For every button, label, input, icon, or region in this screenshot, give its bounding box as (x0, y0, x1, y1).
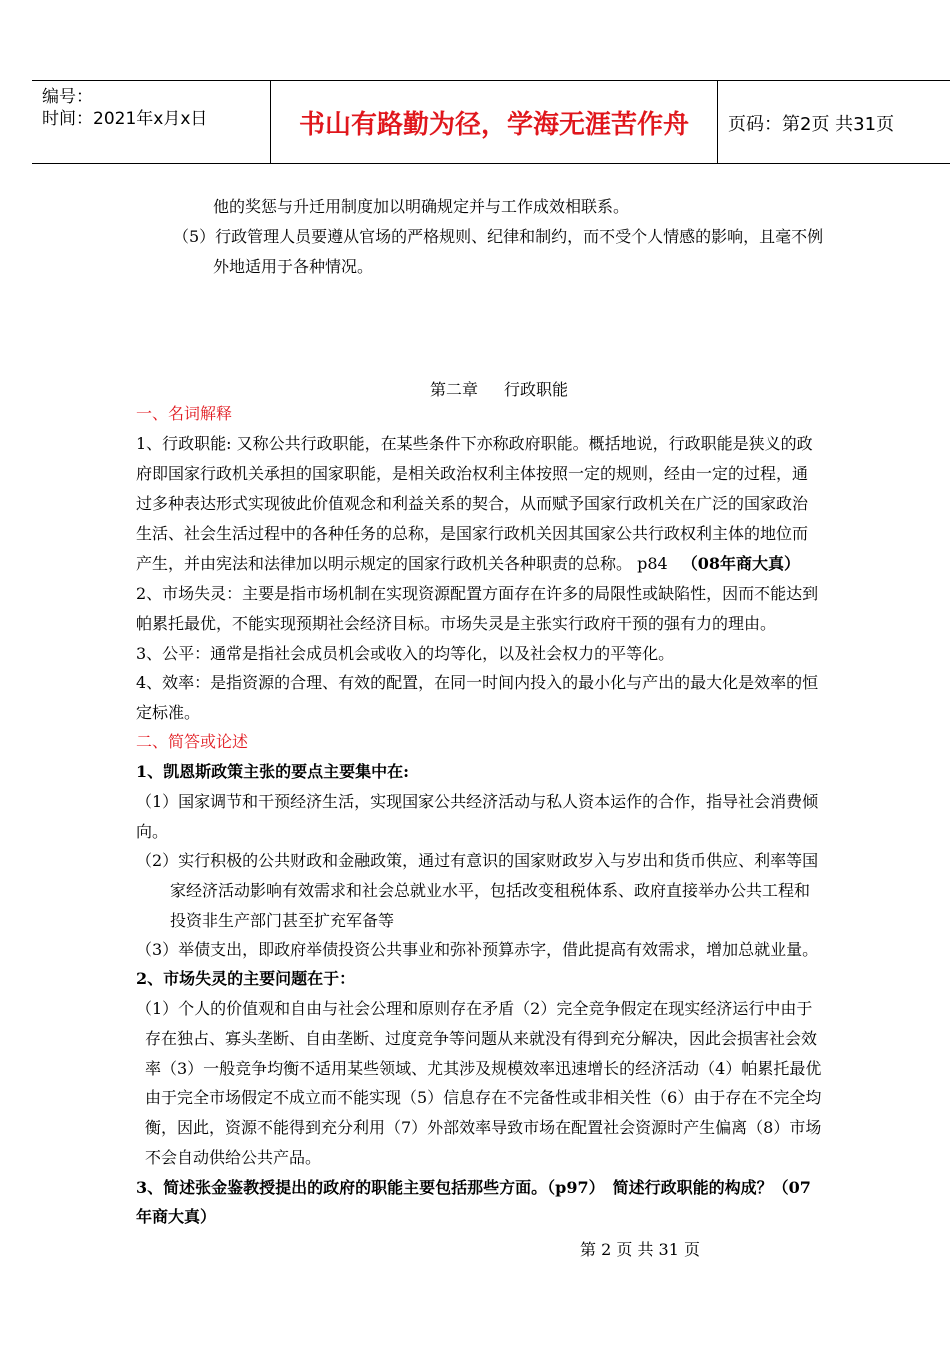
definition-4-line: 定标准。 (136, 703, 201, 722)
page-footer: 第 2 页 共 31 页 (580, 1240, 700, 1259)
definition-2-line: 2、市场失灵：主要是指市场机制在实现资源配置方面存在许多的局限性或缺陷性，因而不能达到 (136, 584, 819, 603)
definition-1-line: 1、行政职能: 又称公共行政职能，在某些条件下亦称政府职能。概括地说，行政职能是狭义的政 (136, 434, 813, 453)
question-2-line: 不会自动供给公共产品。 (145, 1148, 322, 1167)
continuation-line: 他的奖惩与升迁用制度加以明确规定并与工作成效相联系。 (213, 197, 630, 216)
document-time-label: 时间：2021年x月x日 (42, 109, 208, 129)
header-page-cell (718, 81, 950, 163)
question-1-line: （3）举债支出，即政府举债投资公共事业和弥补预算赤字，借此提高有效需求，增加总就业量。 (136, 940, 819, 959)
document-number-label: 编号： (42, 87, 93, 107)
definition-3-line: 3、公平：通常是指社会成员机会或收入的均等化，以及社会权力的平等化。 (136, 644, 675, 663)
question-2-heading: 2、市场失灵的主要问题在于： (136, 969, 356, 988)
question-3-heading-cont: 年商大真） (136, 1207, 217, 1226)
definition-4-line: 4、效率：是指资源的合理、有效的配置，在同一时间内投入的最小化与产出的最大化是效率的恒 (136, 673, 819, 692)
chapter-title: 行政职能 (504, 380, 569, 399)
section-heading-questions: 二、简答或论述 (136, 732, 249, 751)
header-meta-cell (32, 81, 271, 163)
section-heading-terms: 一、名词解释 (136, 404, 233, 423)
question-2-line: 由于完全市场假定不成立而不能实现（5）信息存在不完备性或非相关性（6）由于存在不完全均 (145, 1088, 822, 1107)
definition-1-line: 府即国家行政机关承担的国家职能，是相关政治权利主体按照一定的规则，经由一定的过程，通 (136, 464, 809, 483)
motto-text: 书山有路勤为径，学海无涯苦作舟 (298, 110, 689, 140)
list-item-5-line-1: （5）行政管理人员要遵从官场的严格规则、纪律和制约，而不受个人情感的影响，且毫不例 (173, 227, 824, 246)
question-2-line: 衡，因此，资源不能得到充分利用（7）外部效率导致市场在配置社会资源时产生偏离（8）市场 (145, 1118, 822, 1137)
question-1-line: 投资非生产部门甚至扩充军备等 (170, 911, 395, 930)
list-item-5-line-2: 外地适用于各种情况。 (213, 257, 374, 276)
definition-1-line: 过多种表达形式实现彼此价值观念和利益关系的契合，从而赋予国家行政机关在广泛的国家政治 (136, 494, 809, 513)
question-1-heading: 1、凯恩斯政策主张的要点主要集中在: (136, 762, 410, 781)
definition-1-text: 产生，并由宪法和法律加以明示规定的国家行政机关各种职责的总称。 p84 (136, 554, 668, 573)
chapter-number: 第二章 (430, 380, 479, 399)
question-1-line: 家经济活动影响有效需求和社会总就业水平，包括改变租税体系、政府直接举办公共工程和 (170, 881, 811, 900)
question-1-line: 向。 (136, 822, 169, 841)
header-table (32, 80, 950, 164)
header-motto-cell (271, 81, 718, 163)
question-1-line: （1）国家调节和干预经济生活，实现国家公共经济活动与私人资本运作的合作，指导社会消费倾 (136, 792, 819, 811)
question-1-line: （2）实行积极的公共财政和金融政策，通过有意识的国家财政岁入与岁出和货币供应、利率等国 (136, 851, 819, 870)
page-info: 页码：第2页 共31页 (728, 114, 895, 135)
definition-1-last-line (136, 554, 800, 574)
question-2-line: 存在独占、寡头垄断、自由垄断、过度竞争等问题从来就没有得到充分解决，因此会损害社会效 (145, 1029, 818, 1048)
definition-1-line: 生活、社会生活过程中的各种任务的总称，是国家行政机关因其国家公共行政权利主体的地位而 (136, 524, 809, 543)
question-3-heading: 3、简述张金鉴教授提出的政府的职能主要包括那些方面。（p97） 简述行政职能的构成？（07 (136, 1178, 811, 1197)
question-2-line: 率（3）一般竞争均衡不适用某些领域、尤其涉及规模效率迅速增长的经济活动（4）帕累托最优 (145, 1059, 822, 1078)
chapter-heading (430, 377, 568, 400)
definition-2-line: 帕累托最优，不能实现预期社会经济目标。市场失灵是主张实行政府干预的强有力的理由。 (136, 614, 777, 633)
question-2-line: （1）个人的价值观和自由与社会公理和原则存在矛盾（2）完全竞争假定在现实经济运行中由于 (136, 999, 813, 1018)
definition-1-source: （08年商大真） (681, 554, 800, 573)
